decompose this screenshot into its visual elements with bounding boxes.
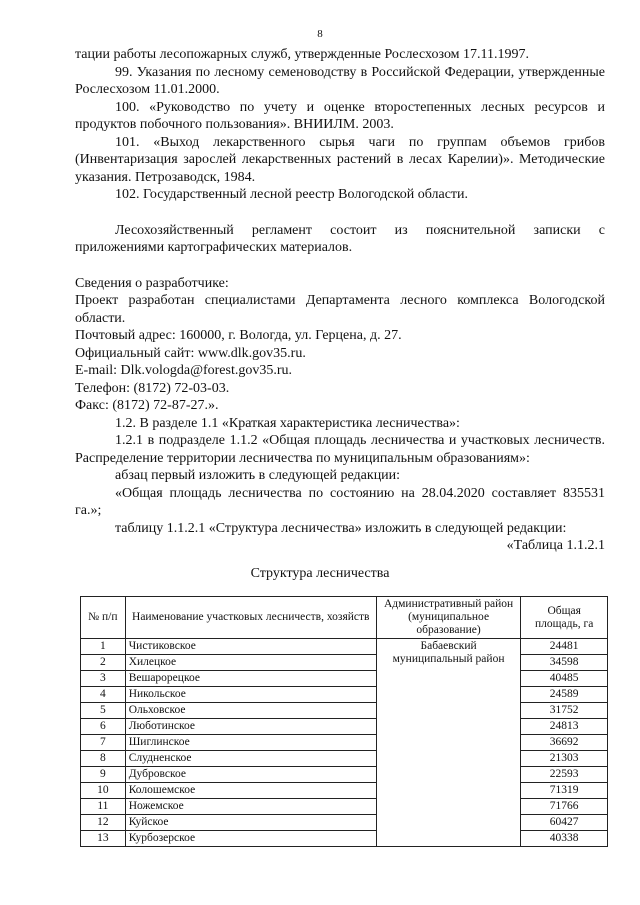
table-body <box>81 639 608 847</box>
row-name: Курбозерское <box>125 831 376 847</box>
paragraph-top: тации работы лесопожарных служб, утвержденные Рослесхозом 17.11.1997. <box>75 47 530 62</box>
paragraph-1-2: 1.2. В разделе 1.1 «Краткая характеристика лесничества»: <box>115 415 460 431</box>
table-row <box>81 687 608 703</box>
table-row <box>81 735 608 751</box>
developer-fax: Факс: (8172) 72-87-27.». <box>75 398 219 413</box>
row-area: 40338 <box>521 831 608 847</box>
table-row <box>81 639 608 655</box>
table-row <box>81 703 608 719</box>
row-num: 10 <box>81 783 126 799</box>
table-row <box>81 831 608 847</box>
row-num: 2 <box>81 655 126 671</box>
table-row <box>81 767 608 783</box>
developer-project: Проект разработан специалистами Департамента лесного комплекса Вологодской области. <box>75 293 605 326</box>
row-num: 9 <box>81 767 126 783</box>
table-row <box>81 783 608 799</box>
row-area: 24813 <box>521 719 608 735</box>
table-row <box>81 799 608 815</box>
row-name: Колошемское <box>125 783 376 799</box>
row-num: 3 <box>81 671 126 687</box>
table-reference: «Таблица 1.1.2.1 <box>506 538 605 553</box>
developer-site: Официальный сайт: www.dlk.gov35.ru. <box>75 345 306 361</box>
row-num: 7 <box>81 735 126 751</box>
structure-table <box>80 596 608 847</box>
developer-address: Почтовый адрес: 160000, г. Вологда, ул. Герцена, д. 27. <box>75 328 402 343</box>
table-row <box>81 751 608 767</box>
paragraph-101: 101. «Выход лекарственного сырья чаги по группам объемов грибов (Инвентаризация зарослей лекарственных растений в лесах Карелии)». Методические указания. Петрозаводск, 1984. <box>75 134 605 185</box>
row-name: Куйское <box>125 815 376 831</box>
table-row <box>81 671 608 687</box>
row-area: 71766 <box>521 799 608 815</box>
row-name: Слудненское <box>125 751 376 767</box>
row-area: 21303 <box>521 751 608 767</box>
row-name: Ножемское <box>125 799 376 815</box>
developer-phone: Телефон: (8172) 72-03-03. <box>75 380 230 396</box>
row-name: Никольское <box>125 687 376 703</box>
paragraph-regulation: Лесохозяйственный регламент состоит из пояснительной записки с приложениями картографических материалов. <box>75 222 605 255</box>
row-name: Чистиковское <box>125 639 376 655</box>
row-name: Люботинское <box>125 719 376 735</box>
row-num: 5 <box>81 703 126 719</box>
paragraph-100: 100. «Руководство по учету и оценке второстепенных лесных ресурсов и продуктов побочного пользования». ВНИИЛМ. 2003. <box>75 99 605 132</box>
row-name: Хилецкое <box>125 655 376 671</box>
row-num: 13 <box>81 831 126 847</box>
row-num: 4 <box>81 687 126 703</box>
row-area: 22593 <box>521 767 608 783</box>
row-name: Ольховское <box>125 703 376 719</box>
paragraph-abzac: абзац первый изложить в следующей редакции: <box>115 468 401 483</box>
row-area: 71319 <box>521 783 608 799</box>
row-area: 34598 <box>521 655 608 671</box>
header-num: № п/п <box>81 597 126 639</box>
header-district: Административный район (муниципальное образование) <box>376 597 521 639</box>
row-area: 60427 <box>521 815 608 831</box>
row-num: 6 <box>81 719 126 735</box>
row-name: Вешарорецкое <box>125 671 376 687</box>
table-title: Структура лесничества <box>250 566 390 581</box>
developer-email: E-mail: Dlk.vologda@forest.gov35.ru. <box>75 363 293 378</box>
row-num: 12 <box>81 815 126 831</box>
row-area: 40485 <box>521 671 608 687</box>
table-row <box>81 719 608 735</box>
developer-heading: Сведения о разработчике: <box>75 275 229 291</box>
paragraph-1-2-1: 1.2.1 в подразделе 1.1.2 «Общая площадь лесничества и участковых лесничеств. Распределение территории лесничества по муниципальным образованиям»: <box>75 433 605 466</box>
header-name: Наименование участковых лесничеств, хозяйств <box>125 597 376 639</box>
header-area: Общая площадь, га <box>521 597 608 639</box>
row-area: 24481 <box>521 639 608 655</box>
table-row <box>81 655 608 671</box>
row-area: 31752 <box>521 703 608 719</box>
row-num: 8 <box>81 751 126 767</box>
row-name: Шиглинское <box>125 735 376 751</box>
paragraph-table-instruction: таблицу 1.1.2.1 «Структура лесничества» изложить в следующей редакции: <box>115 520 567 536</box>
row-district: Бабаевский муниципальный район <box>376 639 521 847</box>
row-num: 1 <box>81 639 126 655</box>
document-body <box>75 46 605 555</box>
table-row <box>81 815 608 831</box>
row-name: Дубровское <box>125 767 376 783</box>
paragraph-102: 102. Государственный лесной реестр Вологодской области. <box>115 187 469 202</box>
row-area: 36692 <box>521 735 608 751</box>
paragraph-99: 99. Указания по лесному семеноводству в Российской Федерации, утвержденные Рослесхозом 11.01.2000. <box>75 64 605 97</box>
row-num: 11 <box>81 799 126 815</box>
paragraph-area: «Общая площадь лесничества по состоянию на 28.04.2020 составляет 835531 га.»; <box>75 485 605 518</box>
page-number: 8 <box>317 28 323 40</box>
row-area: 24589 <box>521 687 608 703</box>
table-header-row <box>81 597 608 639</box>
